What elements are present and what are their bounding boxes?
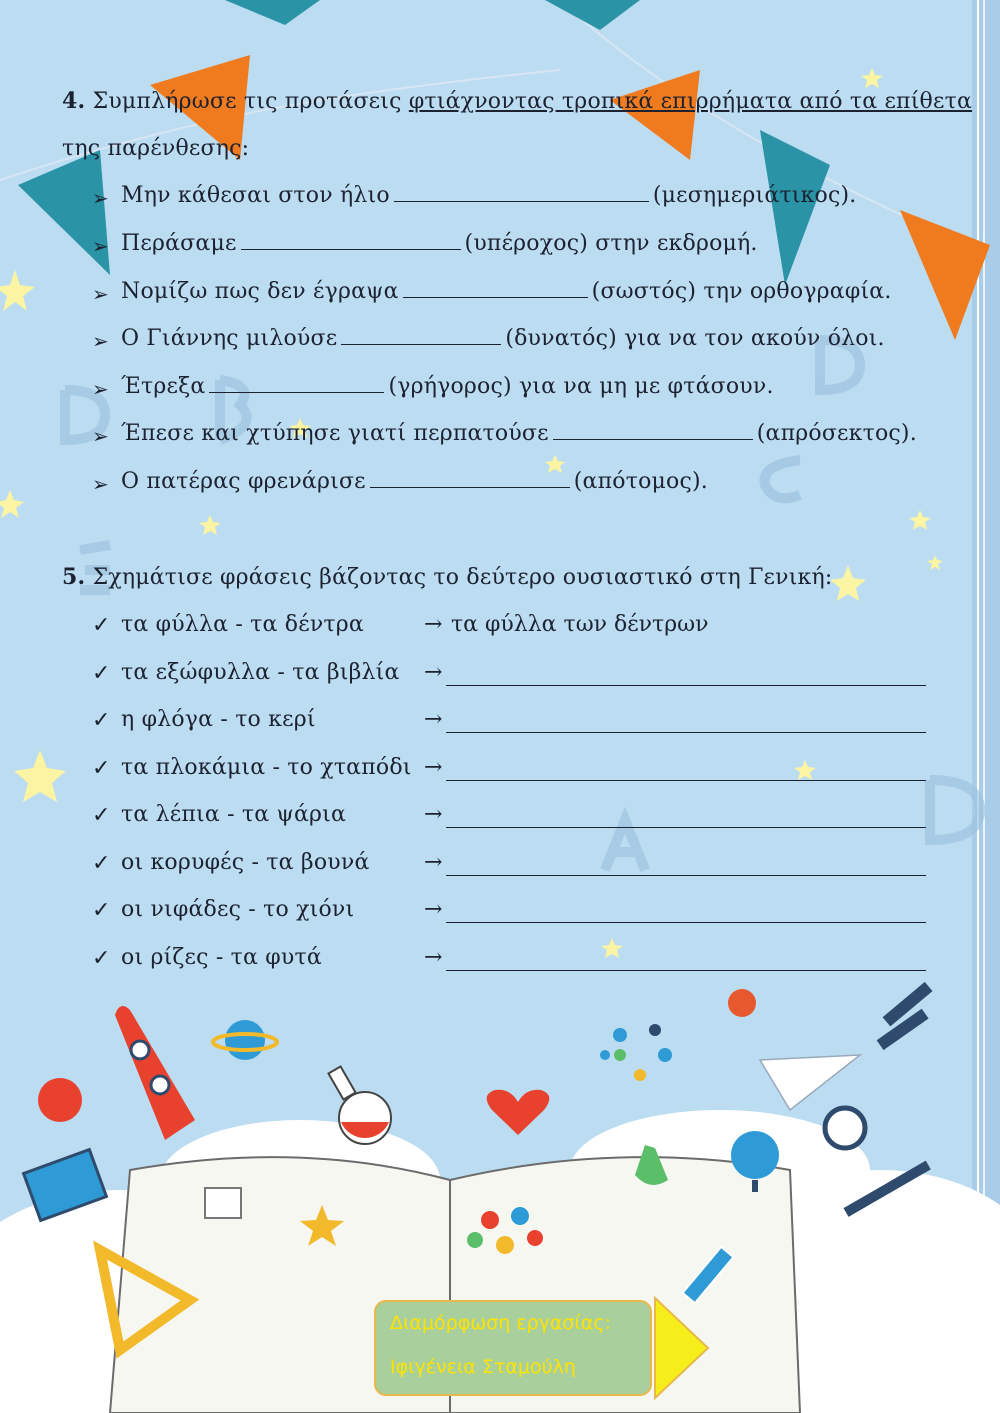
arrow-right-icon: → bbox=[424, 755, 443, 780]
arrow-right-icon: → bbox=[424, 945, 443, 970]
credit-line-2: Ιφιγένεια Σταμούλη bbox=[390, 1356, 576, 1378]
sentence-end: (δυνατός) για να τον ακούν όλοι. bbox=[505, 326, 885, 351]
sentence-end: (απότομος). bbox=[573, 469, 708, 494]
arrow-right-icon: → bbox=[424, 660, 443, 685]
arrow-right-icon: → bbox=[424, 802, 443, 827]
bullet-icon: ➢ bbox=[92, 234, 109, 258]
fill-in-blank[interactable] bbox=[403, 279, 588, 298]
fill-in-blank[interactable] bbox=[241, 231, 461, 250]
bullet-icon: ➢ bbox=[92, 329, 109, 353]
noun-pair: τα πλοκάμια - το χταπόδι bbox=[121, 755, 412, 780]
fill-in-blank[interactable] bbox=[341, 326, 501, 345]
sentence-end: (σωστός) την ορθογραφία. bbox=[591, 279, 892, 304]
bullet-icon: ➢ bbox=[92, 424, 109, 448]
sentence-start: Περάσαμε bbox=[121, 231, 237, 256]
exercise-4-instruction-line2: της παρένθεσης: bbox=[62, 136, 250, 161]
sentence-start: Ο πατέρας φρενάρισε bbox=[121, 469, 366, 494]
exercise-4-instruction bbox=[62, 88, 972, 114]
exercise-4-intro: Συμπλήρωσε τις προτάσεις bbox=[92, 89, 402, 114]
checkmark-icon: ✓ bbox=[92, 851, 111, 876]
credit-box bbox=[374, 1300, 652, 1396]
arrow-right-icon: → bbox=[424, 850, 443, 875]
checkmark-icon: ✓ bbox=[92, 708, 111, 733]
exercise-4-sentence bbox=[121, 374, 774, 399]
noun-pair: τα φύλλα - τα δέντρα bbox=[121, 612, 364, 637]
answer-line[interactable] bbox=[446, 732, 926, 733]
checkmark-icon: ✓ bbox=[92, 898, 111, 923]
sentence-start: Μην κάθεσαι στον ήλιο bbox=[121, 183, 390, 208]
fill-in-blank[interactable] bbox=[209, 374, 384, 393]
noun-pair: η φλόγα - το κερί bbox=[121, 707, 316, 732]
exercise-4-sentence bbox=[121, 231, 758, 256]
exercise-5-instruction bbox=[62, 564, 832, 590]
bullet-icon: ➢ bbox=[92, 472, 109, 496]
fill-in-blank[interactable] bbox=[370, 469, 570, 488]
exercise-4-intro-underlined: φτιάχνοντας τροπικά επιρρήματα από τα επίθετα bbox=[408, 89, 973, 114]
bullet-icon: ➢ bbox=[92, 282, 109, 306]
answer-line[interactable] bbox=[446, 685, 926, 686]
checkmark-icon: ✓ bbox=[92, 803, 111, 828]
arrow-right-icon: → bbox=[424, 707, 443, 732]
exercise-4-number: 4. bbox=[62, 88, 86, 114]
noun-pair: οι ρίζες - τα φυτά bbox=[121, 945, 322, 970]
fill-in-blank[interactable] bbox=[553, 421, 753, 440]
exercise-4-sentence bbox=[121, 326, 885, 351]
checkmark-icon: ✓ bbox=[92, 946, 111, 971]
credit-line-1: Διαμόρφωση εργασίας: bbox=[390, 1312, 611, 1334]
fill-in-blank[interactable] bbox=[394, 183, 649, 202]
example-answer: τα φύλλα των δέντρων bbox=[451, 612, 709, 637]
checkmark-icon: ✓ bbox=[92, 756, 111, 781]
answer-line[interactable] bbox=[446, 922, 926, 923]
arrow-right-icon: → bbox=[424, 612, 443, 637]
answer-line[interactable] bbox=[446, 780, 926, 781]
checkmark-icon: ✓ bbox=[92, 613, 111, 638]
sentence-start: Έπεσε και χτύπησε γιατί περπατούσε bbox=[121, 421, 549, 446]
sentence-end: (γρήγορος) για να μη με φτάσουν. bbox=[388, 374, 774, 399]
exercise-5-text: Σχημάτισε φράσεις βάζοντας το δεύτερο ουσιαστικό στη Γενική: bbox=[92, 565, 833, 590]
exercise-4-sentence bbox=[121, 421, 917, 446]
exercise-5-number: 5. bbox=[62, 564, 86, 590]
sentence-end: (μεσημεριάτικος). bbox=[652, 183, 857, 208]
bullet-icon: ➢ bbox=[92, 377, 109, 401]
exercise-4-sentence bbox=[121, 469, 708, 494]
answer-line[interactable] bbox=[446, 827, 926, 828]
answer-line[interactable] bbox=[446, 970, 926, 971]
arrow-right-icon: → bbox=[424, 897, 443, 922]
checkmark-icon: ✓ bbox=[92, 661, 111, 686]
sentence-start: Ο Γιάννης μιλούσε bbox=[121, 326, 338, 351]
sentence-end: (υπέροχος) στην εκδρομή. bbox=[464, 231, 758, 256]
sentence-start: Έτρεξα bbox=[121, 374, 206, 399]
bullet-icon: ➢ bbox=[92, 186, 109, 210]
sentence-start: Νομίζω πως δεν έγραψα bbox=[121, 279, 399, 304]
noun-pair: τα εξώφυλλα - τα βιβλία bbox=[121, 660, 400, 685]
noun-pair: τα λέπια - τα ψάρια bbox=[121, 802, 347, 827]
answer-line[interactable] bbox=[446, 875, 926, 876]
noun-pair: οι κορυφές - τα βουνά bbox=[121, 850, 370, 875]
noun-pair: οι νιφάδες - το χιόνι bbox=[121, 897, 355, 922]
sentence-end: (απρόσεκτος). bbox=[756, 421, 917, 446]
exercise-4-sentence bbox=[121, 279, 892, 304]
exercise-4-sentence bbox=[121, 183, 857, 208]
